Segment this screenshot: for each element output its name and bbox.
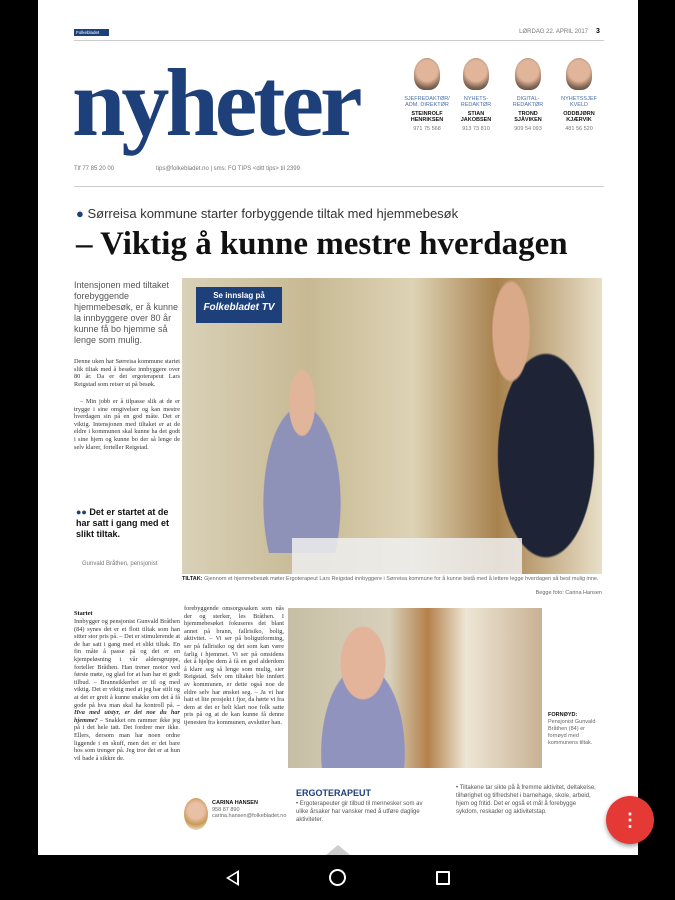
staff-name: TROND SJÅVIKEN — [514, 111, 542, 123]
caption-text: Gjennom et hjemmebesøk møter Ergoterapeut Lars Reigstad innbyggere i Sørreisa kommune for å kunne bistå med å lettere legge hverdagen så best mulig inne. — [204, 576, 599, 582]
staff-role: SJEFREDAKTØR/ ADM. DIREKTØR — [404, 96, 450, 108]
factbox-text: • Ergoterapeuter gir tilbud til mennesker som av ulike årsaker har vansker med å utføre daglige aktiviteter. — [296, 801, 423, 823]
quote-text: Det er startet at de har satt i gang med et slikt tiltak. — [76, 507, 170, 539]
bullet-icon: ● — [76, 206, 88, 221]
second-photo[interactable] — [288, 608, 542, 768]
photo-credit: Begge foto: Carina Hansen — [535, 590, 602, 596]
kicker-text: Sørreisa kommune starter forbyggende tiltak med hjemmebesøk — [87, 206, 459, 221]
caption-label: FORNØYD: — [548, 712, 578, 718]
back-icon[interactable] — [226, 870, 239, 886]
date: LØRDAG 22. APRIL 2017 — [519, 29, 588, 35]
body-text: Innbygger og pensjonist Gunvald Bråthen (84) synes det er et flott tiltak som han sitter stor pris på. – Det er stimulerende at de har satt i gang med et slikt tiltak. En fin måte å passe på og det er en kjempeløsning i vår aldersgruppe, forteller Bråthen. Han trener motor ved første møte, og glad for at han har et godt tilbud. – Brannsikkerhet er til og med viktig. Det er viktig med at jeg har stilt og at det er greit å kunne snakke om det å få gode på hva man skal ha kontroll på. — [74, 618, 180, 709]
staff-name: ODDBJØRN KJÆRVIK — [563, 111, 595, 123]
video-badge[interactable] — [196, 287, 282, 323]
staff-card — [555, 58, 603, 132]
divider — [74, 40, 604, 41]
factbox-text: • Tiltakene tar sikte på å fremme aktivitet, deltakelse, tilhørighet og tilfredshet i barnehage, skole, arbeid, hjem og fritid. Det er også et mål å forebygge sykdom, reskader og aktivitetstap. — [456, 785, 596, 815]
home-icon[interactable] — [329, 869, 346, 886]
man-young — [462, 278, 602, 574]
staff-photo — [414, 58, 440, 90]
pull-quote — [76, 507, 180, 540]
man-elderly — [298, 618, 428, 768]
recents-icon[interactable] — [436, 871, 450, 885]
question: – Hva med utstyr, er det noe du har hjemme? — [74, 701, 180, 724]
staff-phone: 913 73 810 — [462, 126, 490, 132]
photo-caption — [182, 576, 602, 583]
staff-photo — [566, 58, 592, 90]
video-badge-line2: Folkebladet TV — [203, 302, 275, 313]
staff-phone: 909 54 093 — [514, 126, 542, 132]
staff-photo — [463, 58, 489, 90]
section-title: nyheter — [72, 49, 359, 156]
newspaper-page[interactable] — [38, 0, 638, 855]
page-number: 3 — [596, 28, 600, 35]
video-badge-line1: Se innslag på — [213, 291, 265, 300]
quote-source: Gunvald Bråthen, pensjonist — [82, 561, 158, 567]
staff-photo — [515, 58, 541, 90]
caption-label: TILTAK: — [182, 576, 203, 582]
body-paragraph: Denne uken har Sørreisa kommune startet slik tiltak med å besøke innbyggere over 80 år. Da er det ergoterapeut Lars Reigstad som reiser ut på besøk. — [74, 358, 180, 388]
staff-card — [452, 58, 500, 132]
reporter-name: CARINA HANSEN — [212, 800, 258, 806]
phone-contact: Tlf 77 85 20 00 — [74, 166, 115, 172]
body-paragraph: – Min jobb er å tilpasse slik at de er trygge i sine omgivelser og kan mestre hverdagen sin på en god måte. Det er viktig. Intensjonen med tiltaket er at de eldre i kommunen skal kunne ha det godt i sine hjem og kunne bo der så lenge de selv klarer, forteller Reigstad. — [74, 398, 180, 451]
reporter-email: carina.hansen@folkebladet.no — [212, 813, 287, 819]
body-text: – Snakket om rammer ikke jeg på i det hele tatt. Det fordrer mer ikke. Ellers, dersom man har noen ordne liggende i en skuff, men det er det bare hos som trenger på. Jeg tror det er at hun vil bade å sikkre de. — [74, 716, 180, 762]
quote-icon: ●● — [76, 507, 90, 517]
main-photo[interactable] — [182, 278, 602, 574]
table-papers — [292, 538, 522, 574]
man-elderly — [242, 353, 362, 553]
headline: – Viktig å kunne mestre hverdagen — [76, 226, 568, 262]
staff-role: DIGITAL- REDAKTØR — [512, 96, 544, 108]
staff-card — [403, 58, 451, 132]
body-column — [74, 618, 180, 855]
more-options-button[interactable] — [606, 796, 654, 844]
kicker — [76, 206, 458, 221]
more-vertical-icon: ⋮ — [621, 810, 639, 830]
divider — [74, 186, 604, 187]
ingress: Intensjonen med tiltaket forebyggende hjemmebesøk, er å kunne la innbyggere over 80 år kunne få bo hjemme så lenge som mulig. — [74, 280, 179, 345]
staff-phone: 971 75 568 — [413, 126, 441, 132]
byline — [184, 798, 287, 832]
photo2-caption — [548, 712, 602, 747]
body-column: forebyggende omsorgssaken som nås der og sterker, les Bråthen. I hjemmebesøket fokuseres det blant annet på brann, fallrisiko, bolig, aktivitet. – Vi ser på boligutforming, ser på fallrisiko og det som kan være farlig i hjemmet. Vi ser på omsidens det å hjelpe dem å få en god alderdom å klare seg så lenge som mulig, sier Reigstad. Selv om tiltaket ble innført av kommunen, er dette også noe de eldre selv har ønsket seg. – Ja vi har hatt et lite prosjekt i fjor, da hørte vi fra dem at det er helt klart noe folk satte pris på og at de kan kunne få denne tjenesten fra kommunen, avslutter han. — [184, 605, 284, 726]
staff-name: STIAN JAKOBSEN — [460, 111, 492, 123]
folkebladet-logo: Folkebladet — [74, 29, 109, 36]
page-handle[interactable] — [326, 845, 350, 855]
tips-contact: tips@folkebladet.no | sms: FO TIPS <ditt tips> til 2399 — [156, 166, 300, 172]
factbox-title: ERGOTERAPEUT — [296, 788, 372, 798]
staff-role: NYHETS- REDAKTØR — [460, 96, 492, 108]
caption-text: Pensjonist Gunvald Bråthen (84) er fornøyd med kommunens tiltak. — [548, 719, 596, 746]
subhead: Startet — [74, 610, 93, 617]
android-nav-bar — [0, 855, 675, 900]
staff-card — [504, 58, 552, 132]
staff-role: NYHETSSJEF KVELD — [561, 96, 597, 108]
reporter-phone: 958 87 890 — [212, 806, 240, 813]
reporter-photo — [184, 798, 208, 830]
staff-phone: 481 56 520 — [565, 126, 593, 132]
staff-name: STEINROLF HENRIKSEN — [410, 111, 444, 123]
